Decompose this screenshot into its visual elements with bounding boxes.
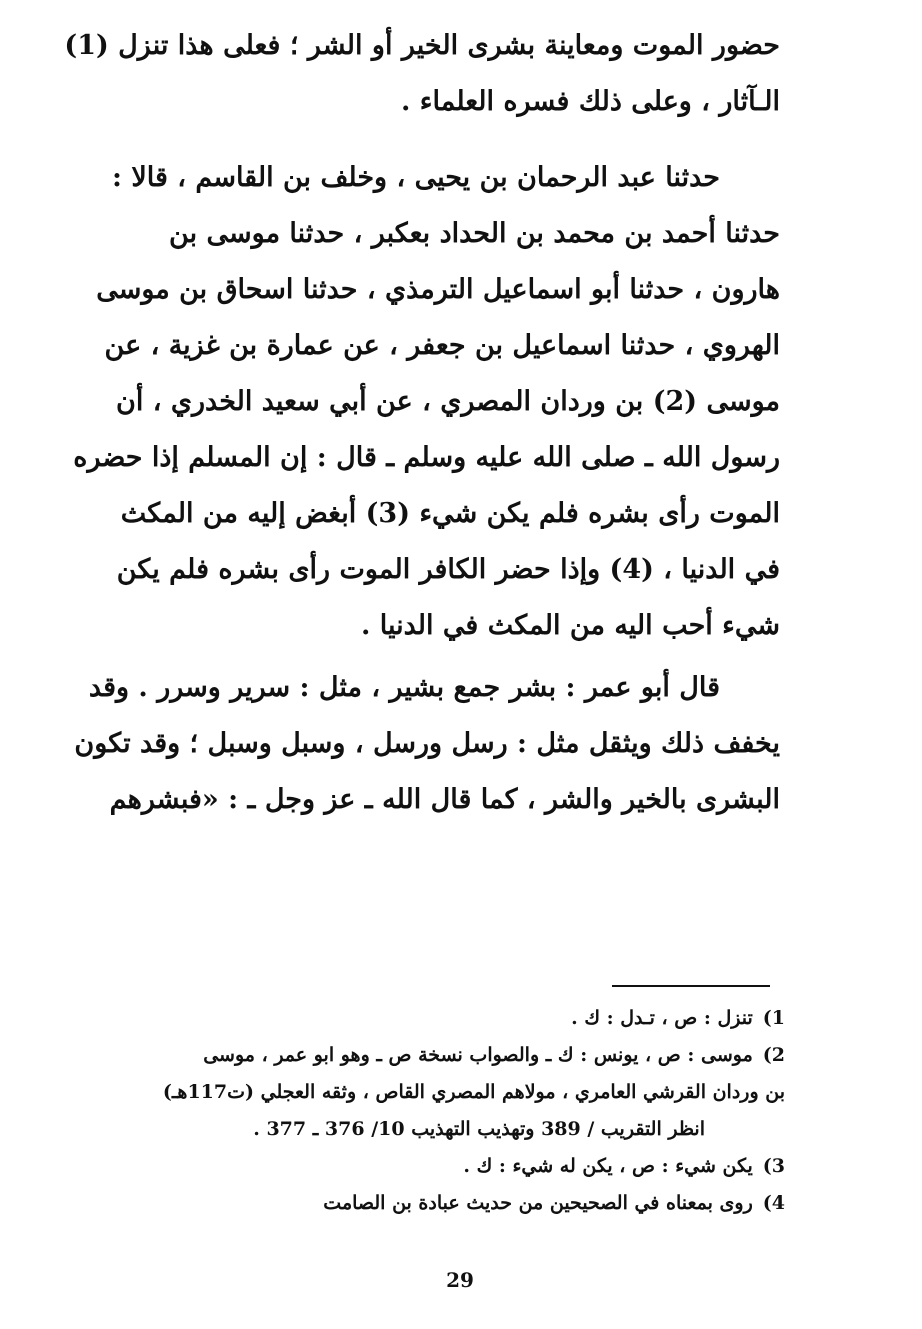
- text-line: الموت رأى بشره فلم يكن شيء (3) أبغض إليه من المكث: [120, 498, 780, 529]
- text-line: رسول الله ـ صلى الله عليه وسلم ـ قال : إن المسلم إذا حضره: [73, 442, 780, 473]
- text-line: حدثنا أحمد بن محمد بن الحداد بعكبر ، حدثنا موسى بن: [169, 218, 780, 249]
- footnote-2-continued: [125, 1074, 785, 1111]
- footnote-text: بن وردان القرشي العامري ، مولاهم المصري القاص ، وثقه العجلي (ت117هـ): [162, 1081, 785, 1103]
- text-line: الـآثار ، وعلى ذلك فسره العلماء .: [400, 86, 780, 117]
- text-line: يخفف ذلك ويثقل مثل : رسل ورسل ، وسبل وسبل ؛ وقد تكون: [74, 728, 780, 759]
- page-number: 29: [446, 1268, 474, 1292]
- footnote-number: 3): [762, 1155, 785, 1177]
- text-line: موسى (2) بن وردان المصري ، عن أبي سعيد الخدري ، أن: [116, 386, 780, 417]
- text-line: حضور الموت ومعاينة بشرى الخير أو الشر ؛ فعلى هذا تنزل (1): [64, 30, 780, 61]
- footnote-text: انظر التقريب / 389 وتهذيب التهذيب 10/ 376 ـ 377 .: [253, 1118, 705, 1140]
- footnote-text: تنزل : ص ، تـدل : ك .: [571, 1007, 753, 1029]
- paragraph-3-commentary: [74, 660, 780, 828]
- footnote-3: [125, 1148, 785, 1185]
- text-line: في الدنيا ، (4) وإذا حضر الكافر الموت رأى بشره فلم يكن: [116, 554, 780, 585]
- paragraph-2-hadith: [73, 150, 780, 654]
- footnote-4: [125, 1185, 785, 1222]
- paragraph-1: [64, 18, 780, 130]
- text-line: قال أبو عمر : بشر جمع بشير ، مثل : سرير وسرر . وقد: [88, 672, 720, 703]
- text-line: شيء أحب اليه من المكث في الدنيا .: [360, 610, 780, 641]
- text-line: هارون ، حدثنا أبو اسماعيل الترمذي ، حدثنا اسحاق بن موسى: [96, 274, 780, 305]
- footnote-separator: [612, 985, 770, 987]
- footnote-text: موسى : ص ، يونس : ك ـ والصواب نسخة ص ـ وهو ابو عمر ، موسى: [203, 1044, 753, 1066]
- text-line: الهروي ، حدثنا اسماعيل بن جعفر ، عن عمارة بن غزية ، عن: [104, 330, 780, 361]
- footnote-number: 4): [762, 1192, 785, 1214]
- footnote-text: روى بمعناه في الصحيحين من حديث عبادة بن الصامت: [323, 1192, 753, 1214]
- footnote-text: يكن شيء : ص ، يكن له شيء : ك .: [463, 1155, 753, 1177]
- footnote-2-continued: [125, 1111, 785, 1148]
- footnote-2: [125, 1037, 785, 1074]
- footnote-number: 2): [762, 1044, 785, 1066]
- text-line: البشرى بالخير والشر ، كما قال الله ـ عز وجل ـ : «فبشرهم: [109, 784, 780, 815]
- footnote-1: [125, 1000, 785, 1037]
- text-line: حدثنا عبد الرحمان بن يحيى ، وخلف بن القاسم ، قالا :: [111, 162, 720, 193]
- footnote-number: 1): [762, 1007, 785, 1029]
- footnotes: [125, 1000, 785, 1222]
